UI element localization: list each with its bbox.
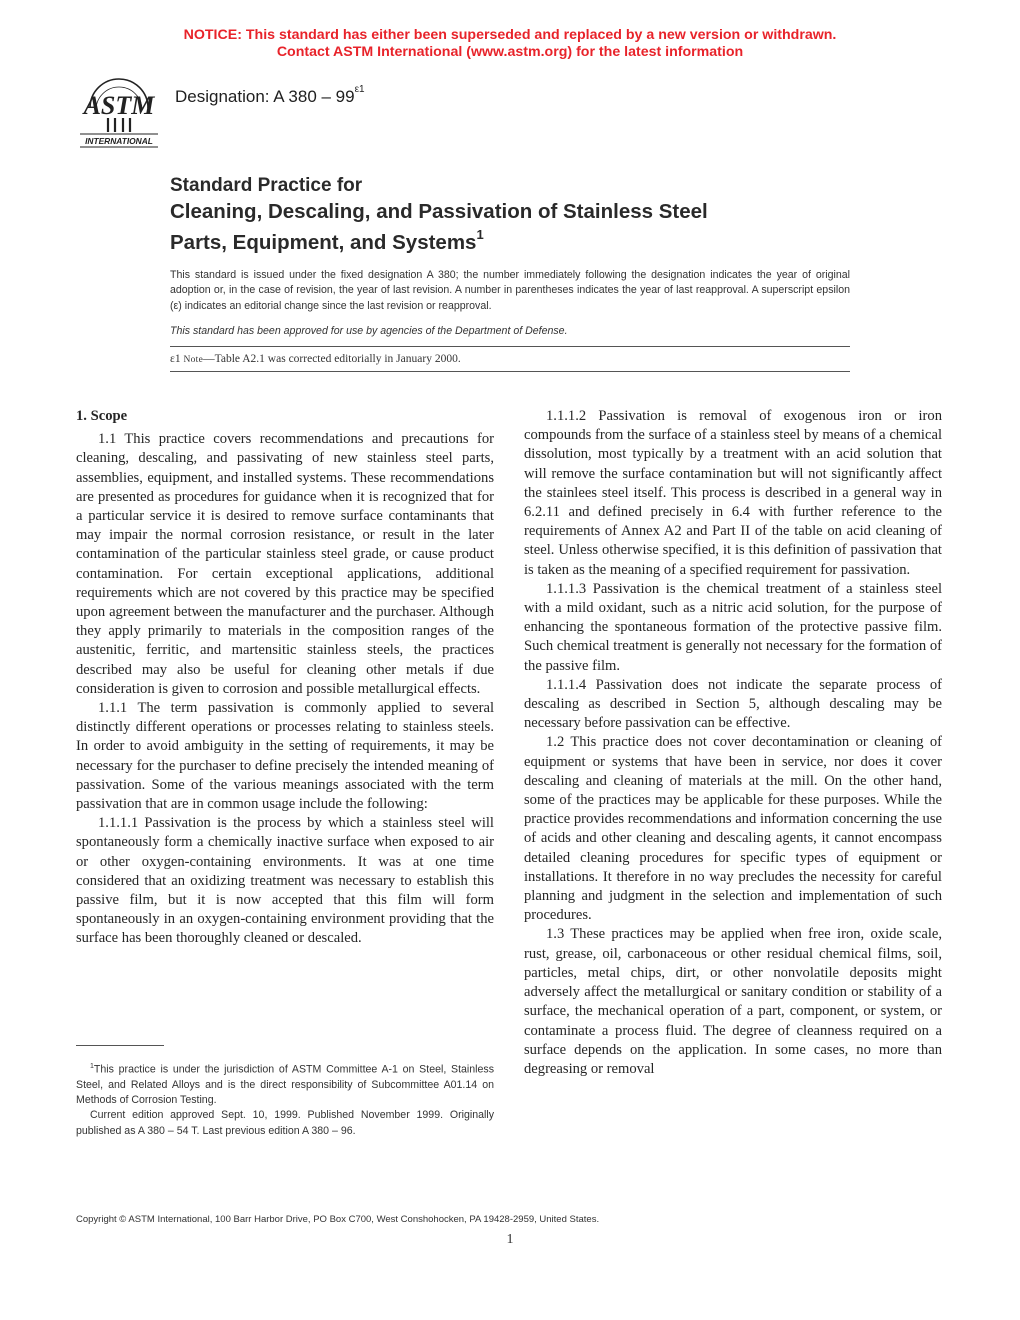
approved-statement: This standard has been approved for use by agencies of the Department of Defense. <box>170 325 568 337</box>
divider-bottom <box>170 371 850 372</box>
footnotes <box>76 1059 494 1139</box>
notice-line-1: NOTICE: This standard has either been superseded and replaced by a new version or withdrawn. <box>183 27 837 43</box>
editorial-note-label: Note <box>183 355 204 365</box>
editorial-note-text: —Table A2.1 was corrected editorially in January 2000. <box>203 353 461 365</box>
designation-sup: ε1 <box>354 84 365 96</box>
document-title <box>170 173 870 255</box>
divider-top <box>170 346 850 347</box>
title-line-1: Standard Practice for <box>170 175 363 196</box>
footnote-2: Current edition approved Sept. 10, 1999. Published November 1999. Originally published as A 380 – 54 T. Last previous edition A 380 – 96. <box>76 1109 494 1137</box>
issued-statement: This standard is issued under the fixed designation A 380; the number immediately following the designation indicates the year of original adoption or, in the case of revision, the year of last revision. A number in parentheses indicates the year of last reapproval. A superscript epsilon (ε) indicates an editorial change since the last revision or reapproval. <box>170 269 850 312</box>
title-footnote-marker: 1 <box>476 227 484 242</box>
paragraph-1-3: 1.3 These practices may be applied when free iron, oxide scale, rust, grease, oil, carbonaceous or other residual chemical films, soil, particles, metal chips, dirt, or other nonvolatile deposits might adversely affect the metallurgical or sanitary condition or stability of a surface, the mechanical operation of a part, component, or system, or contaminate a process fluid. The degree of cleanness required on a surface depends on the application. In some cases, no more than degreasing or removal <box>524 926 942 1077</box>
editorial-note-marker: ε1 <box>170 353 181 365</box>
paragraph-1-1-1-1: 1.1.1.1 Passivation is the process by which a stainless steel will spontaneously form a chemically inactive surface when exposed to air or other oxygen-containing environments. It was at one time considered that an oxidizing treatment was necessary to establish this passive film, but it is now accepted that this film will form spontaneously in an oxygen-containing environment providing that the surface has been thoroughly cleaned or descaled. <box>76 815 494 947</box>
logo-text: ASTM <box>83 91 155 120</box>
footnote-marker: 1 <box>90 1063 94 1070</box>
notice-banner <box>0 27 1020 60</box>
paragraph-1-2: 1.2 This practice does not cover decontamination or cleaning of equipment or systems that have been in service, nor does it cover descaling and cleaning of materials at the mill. On the other hand, some of the practices may be applicable for these purposes. While the practice provides recommendations and information concerning the use of acids and other cleaning and descaling agents, it cannot encompass detailed cleaning procedures for specific types of equipment or installations. It therefore in no way precludes the necessity for careful planning and judgment in the selection and implementation of such procedures. <box>524 734 942 924</box>
notice-line-2: Contact ASTM International (www.astm.org) for the latest information <box>276 43 744 60</box>
footnote-divider <box>76 1045 164 1046</box>
designation <box>175 84 365 107</box>
footnote-1: This practice is under the jurisdiction of ASTM Committee A-1 on Steel, Stainless Steel, and Related Alloys and is the direct responsibility of Subcommittee A01.14 on Methods of Corrosion Testing. <box>76 1063 494 1107</box>
astm-logo-icon <box>78 74 160 150</box>
paragraph-1-1-1-3: 1.1.1.3 Passivation is the chemical treatment of a stainless steel with a mild oxidant, such as a nitric acid solution, for the purpose of enhancing the spontaneous formation of the protective passive film. Such chemical treatment is generally not necessary for the formation of the passive film. <box>524 580 942 674</box>
page-number: 1 <box>506 1232 514 1247</box>
title-line-2: Cleaning, Descaling, and Passivation of Stainless Steel <box>170 199 708 223</box>
paragraph-1-1-1-2: 1.1.1.2 Passivation is removal of exogenous iron or iron compounds from the surface of a stainless steel by means of a chemical dissolution, most typically by a treatment with an acid solution that will remove the surface contamination but will not significantly affect the stainlees steel itself. This process is described in a general way in 6.2.11 and defined precisely in 6.4 with further reference to the requirements of Annex A2 and Part II of the table on acid cleaning of steel. Unless otherwise specified, it is this definition of passivation that is taken as the meaning of a specified requirement for passivation. <box>524 408 942 578</box>
column-left <box>76 407 494 949</box>
editorial-note <box>170 353 461 365</box>
column-right <box>524 407 942 1079</box>
section-heading-scope: 1. Scope <box>76 408 128 424</box>
paragraph-1-1-1-4: 1.1.1.4 Passivation does not indicate the separate process of descaling as described in Section 5, although descaling may be necessary before passivation can be effective. <box>524 676 942 732</box>
copyright-notice: Copyright © ASTM International, 100 Barr Harbor Drive, PO Box C700, West Conshohocken, PA 19428-2959, United States. <box>76 1214 600 1225</box>
paragraph-1-1-1: 1.1.1 The term passivation is commonly applied to several distinctly different operations or processes relating to stainless steels. In order to avoid ambiguity in the setting of requirements, it may be necessary for the purchaser to define precisely the intended meaning of passivation. Some of the various meanings associated with the term passivation that are in common usage include the following: <box>76 700 494 813</box>
designation-label: Designation: A 380 – 99 <box>175 87 355 106</box>
title-line-3: Parts, Equipment, and Systems <box>170 230 477 254</box>
logo-subtext: INTERNATIONAL <box>85 136 153 146</box>
paragraph-1-1: 1.1 This practice covers recommendations and precautions for cleaning, descaling, and passivating of new stainless steel parts, assemblies, equipment, and installed systems. These recommendations are presented as procedures for guidance when it is recognized that for a particular service it is desired to remove surface contaminants that may impair the normal corrosion resistance, or result in the later contamination of the particular stainless steel grade, or cause product contamination. For certain exceptional applications, additional requirements which are not covered by this practice may be specified upon agreement between the manufacturer and the purchaser. Although they apply primarily to materials in the composition ranges of the austenitic, ferritic, and martensitic stainless steels, the practices described may also be useful for cleaning other metals if due consideration is given to corrosion and possible metallurgical effects. <box>76 431 494 697</box>
